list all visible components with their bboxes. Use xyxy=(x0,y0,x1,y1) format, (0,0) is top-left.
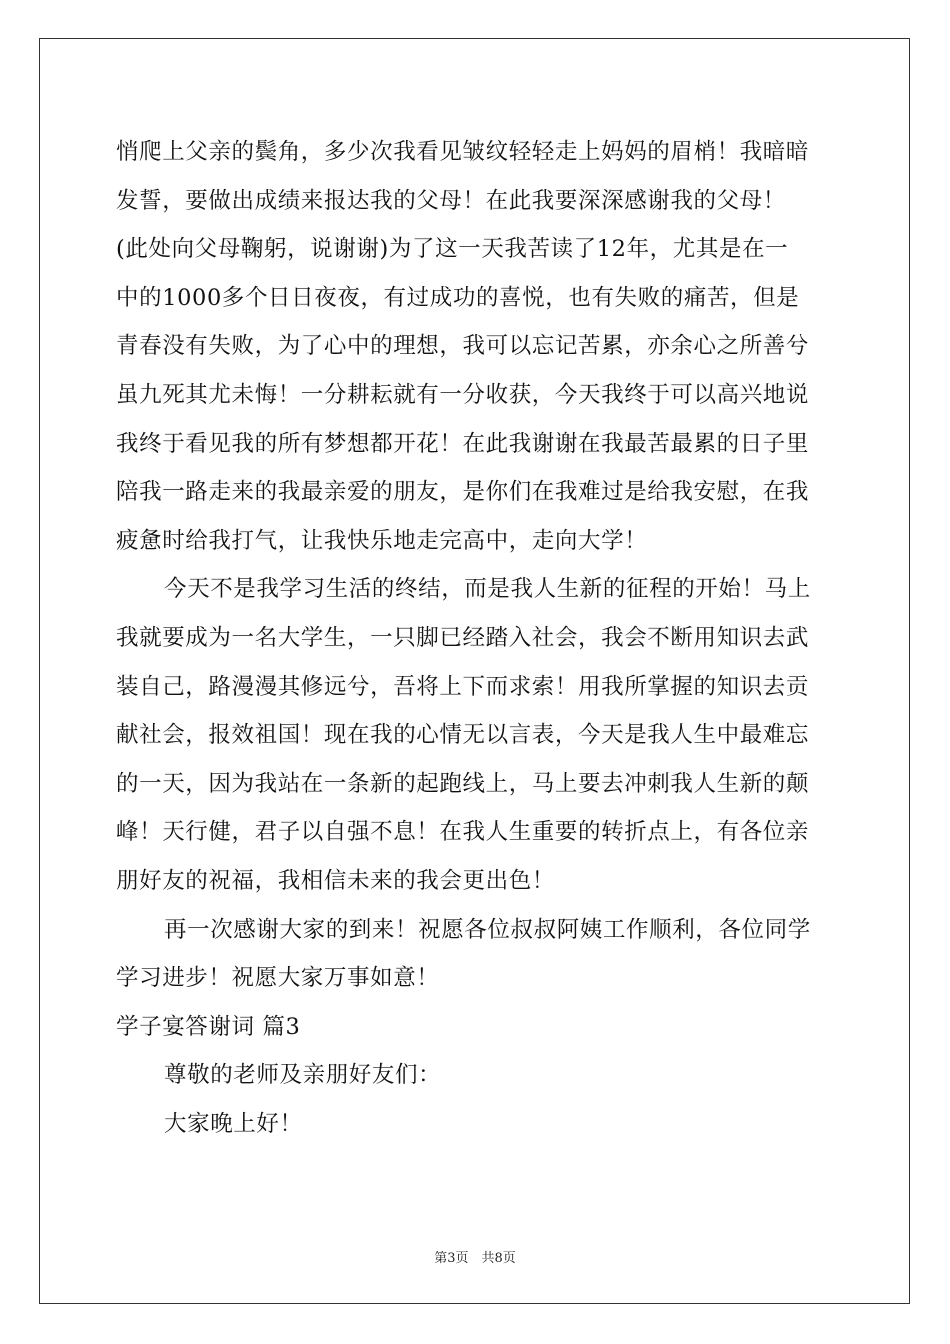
greeting-line: 大家晚上好！ xyxy=(164,1110,303,1137)
page-footer: 第3页 共8页 xyxy=(434,1251,516,1266)
text-line: 青春没有失败，为了心中的理想，我可以忘记苦累，亦余心之所善兮 xyxy=(116,333,810,360)
text-line: 献社会，报效祖国！现在我的心情无以言表，今天是我人生中最难忘 xyxy=(116,722,810,749)
text-line: 我终于看见我的所有梦想都开花！在此我谢谢在我最苦最累的日子里 xyxy=(116,430,810,457)
document-body xyxy=(116,128,836,1148)
text-line: 虽九死其尤未悔！一分耕耘就有一分收获，今天我终于可以高兴地说 xyxy=(116,381,810,408)
text-line: 发誓，要做出成绩来报达我的父母！在此我要深深感谢我的父母！ xyxy=(116,187,786,214)
salutation-line: 尊敬的老师及亲朋好友们： xyxy=(164,1062,442,1089)
text-line: 我就要成为一名大学生，一只脚已经踏入社会，我会不断用知识去武 xyxy=(116,624,810,651)
text-line: 中的1000多个日日夜夜，有过成功的喜悦，也有失败的痛苦，但是 xyxy=(116,284,800,311)
text-line: 疲惫时给我打气，让我快乐地走完高中，走向大学！ xyxy=(116,527,648,554)
text-line: (此处向父母鞠躬，说谢谢)为了这一天我苦读了12年，尤其是在一 xyxy=(116,236,789,263)
text-line: 悄爬上父亲的鬓角，多少次我看见皱纹轻轻走上妈妈的眉梢！我暗暗 xyxy=(116,139,810,165)
paragraph-start-line: 今天不是我学习生活的终结，而是我人生新的征程的开始！马上 xyxy=(164,576,811,603)
paragraph-start-line: 再一次感谢大家的到来！祝愿各位叔叔阿姨工作顺利，各位同学 xyxy=(164,916,811,943)
text-line: 的一天，因为我站在一条新的起跑线上，马上要去冲刺我人生新的颠 xyxy=(116,770,810,797)
text-line: 峰！天行健，君子以自强不息！在我人生重要的转折点上，有各位亲 xyxy=(116,819,810,846)
text-line: 陪我一路走来的我最亲爱的朋友，是你们在我难过是给我安慰，在我 xyxy=(116,479,810,506)
text-line: 装自己，路漫漫其修远兮，吾将上下而求索！用我所掌握的知识去贡 xyxy=(116,673,810,700)
text-line: 朋好友的祝福，我相信未来的我会更出色！ xyxy=(116,867,555,894)
section-heading: 学子宴答谢词 篇3 xyxy=(116,1013,301,1040)
text-line: 学习进步！祝愿大家万事如意！ xyxy=(116,965,440,992)
